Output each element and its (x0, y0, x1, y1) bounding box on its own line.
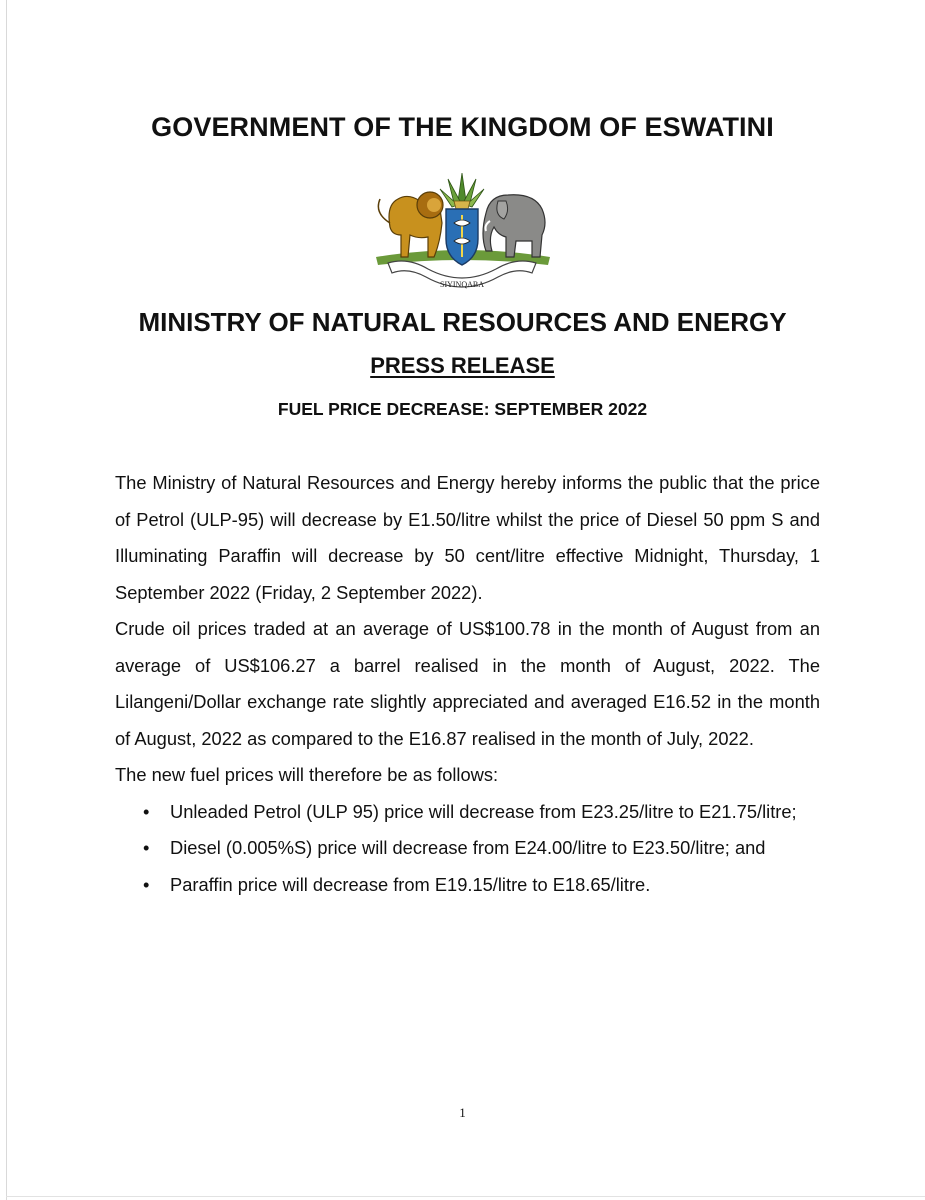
lion-supporter (378, 192, 443, 257)
press-release-heading (0, 353, 925, 379)
announcement-paragraph: The Ministry of Natural Resources and Energy hereby informs the public that the price of Petrol (ULP-95) will decrease by E1.50/litre whilst the price of Diesel 50 ppm S and Illuminating Paraffin will decrease by 50 cent/litre effective Midnight, Thursday, 1 September 2022 (Friday, 2 September 2022). (115, 472, 820, 603)
price-item-text: Paraffin price will decrease from E19.15/litre to E18.65/litre. (170, 873, 651, 895)
elephant-supporter (483, 195, 545, 257)
price-item-text: Unleaded Petrol (ULP 95) price will decrease from E23.25/litre to E21.75/litre; (170, 800, 797, 822)
bullet-dot-icon: • (143, 837, 150, 858)
bullet-dot-icon: • (143, 873, 150, 895)
price-item-text: Diesel (0.005%S) price will decrease from E24.00/litre to E23.50/litre; and (170, 837, 766, 858)
prices-intro: The new fuel prices will therefore be as follows: (115, 764, 499, 785)
ministry-title: MINISTRY OF NATURAL RESOURCES AND ENERGY (138, 307, 787, 337)
bullet-dot-icon: • (143, 800, 150, 822)
government-title: GOVERNMENT OF THE KINGDOM OF ESWATINI (151, 112, 774, 142)
plume-crest (440, 173, 484, 209)
page-number: 1 (459, 1105, 466, 1120)
market-paragraph: Crude oil prices traded at an average of US$100.78 in the month of August from an average of US$106.27 a barrel realised in the month of August, 2022. The Lilangeni/Dollar exchange rate slightly appreciated and averaged E16.52 in the month of August, 2022 as compared to the E16.87 realised in the month of July, 2022. (115, 618, 820, 749)
price-list-item (115, 867, 820, 904)
coat-of-arms-emblem (368, 165, 556, 300)
release-body (115, 465, 820, 903)
price-list (115, 794, 820, 904)
release-subject: FUEL PRICE DECREASE: SEPTEMBER 2022 (277, 399, 648, 419)
price-list-item (115, 830, 820, 867)
page-edge (6, 1196, 925, 1197)
press-release-label: PRESS RELEASE (370, 353, 555, 378)
price-list-item (115, 794, 820, 831)
page-edge (6, 0, 7, 1200)
shield (446, 209, 478, 265)
emblem-motto: SIYINQABA (440, 280, 484, 289)
